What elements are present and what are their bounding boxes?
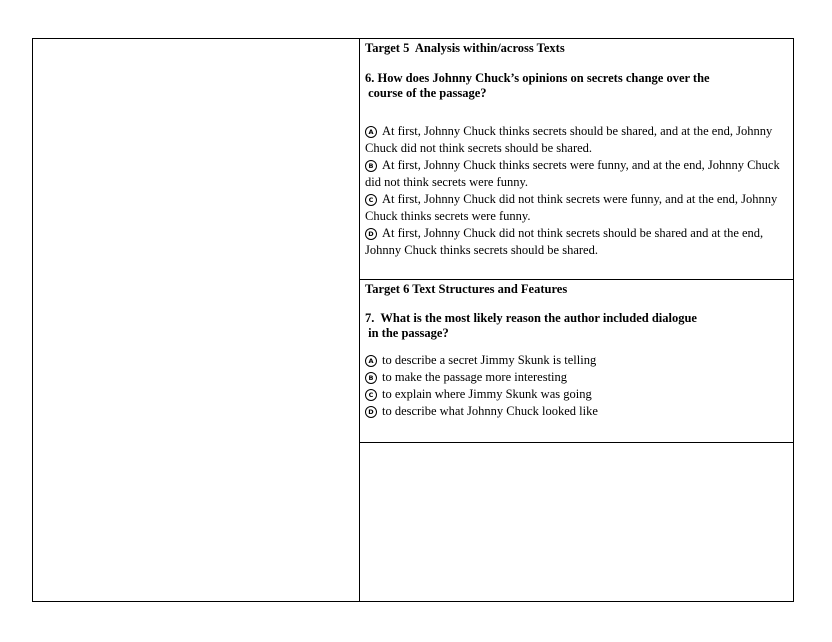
left-column (33, 39, 360, 601)
choice-text: At first, Johnny Chuck thinks secrets should be shared, and at the end, Johnny Chuck did not think secrets should be shared. (365, 124, 773, 155)
circle-b-icon: B (365, 160, 377, 172)
circle-c-icon: C (365, 389, 377, 401)
question-text: 7. What is the most likely reason the author included dialogue in the passage? (365, 311, 697, 340)
worksheet-table (32, 38, 794, 602)
question-cell-6 (360, 39, 793, 280)
choice-text: to make the passage more interesting (382, 370, 568, 384)
choice-text: At first, Johnny Chuck thinks secrets were funny, and at the end, Johnny Chuck did not think secrets were funny. (365, 158, 780, 189)
circle-a-icon: A (365, 355, 377, 367)
choice-text: to describe a secret Jimmy Skunk is telling (382, 353, 597, 367)
target-heading: Target 6 Text Structures and Features (365, 282, 568, 296)
right-column (360, 39, 793, 601)
question-cell-7 (360, 280, 793, 443)
circle-d-icon: D (365, 406, 377, 418)
target-heading: Target 5 Analysis within/across Texts (365, 41, 565, 55)
choice-text: At first, Johnny Chuck did not think secrets were funny, and at the end, Johnny Chuck thinks secrets were funny. (365, 192, 778, 223)
choice-text: to explain where Jimmy Skunk was going (382, 387, 592, 401)
choice-b[interactable] (365, 369, 790, 386)
choice-a[interactable] (365, 123, 790, 157)
choice-text: At first, Johnny Chuck did not think secrets should be shared and at the end, Johnny Chuck thinks secrets should be shared. (365, 226, 764, 257)
answer-choices (365, 123, 790, 259)
answer-choices (365, 352, 790, 420)
circle-b-icon: B (365, 372, 377, 384)
choice-d[interactable] (365, 225, 790, 259)
circle-a-icon: A (365, 126, 377, 138)
empty-cell (360, 443, 793, 601)
choice-text: to describe what Johnny Chuck looked like (382, 404, 598, 418)
question-text: 6. How does Johnny Chuck’s opinions on secrets change over the course of the passage? (365, 71, 710, 100)
circle-d-icon: D (365, 228, 377, 240)
choice-b[interactable] (365, 157, 790, 191)
choice-c[interactable] (365, 386, 790, 403)
choice-d[interactable] (365, 403, 790, 420)
circle-c-icon: C (365, 194, 377, 206)
choice-c[interactable] (365, 191, 790, 225)
choice-a[interactable] (365, 352, 790, 369)
